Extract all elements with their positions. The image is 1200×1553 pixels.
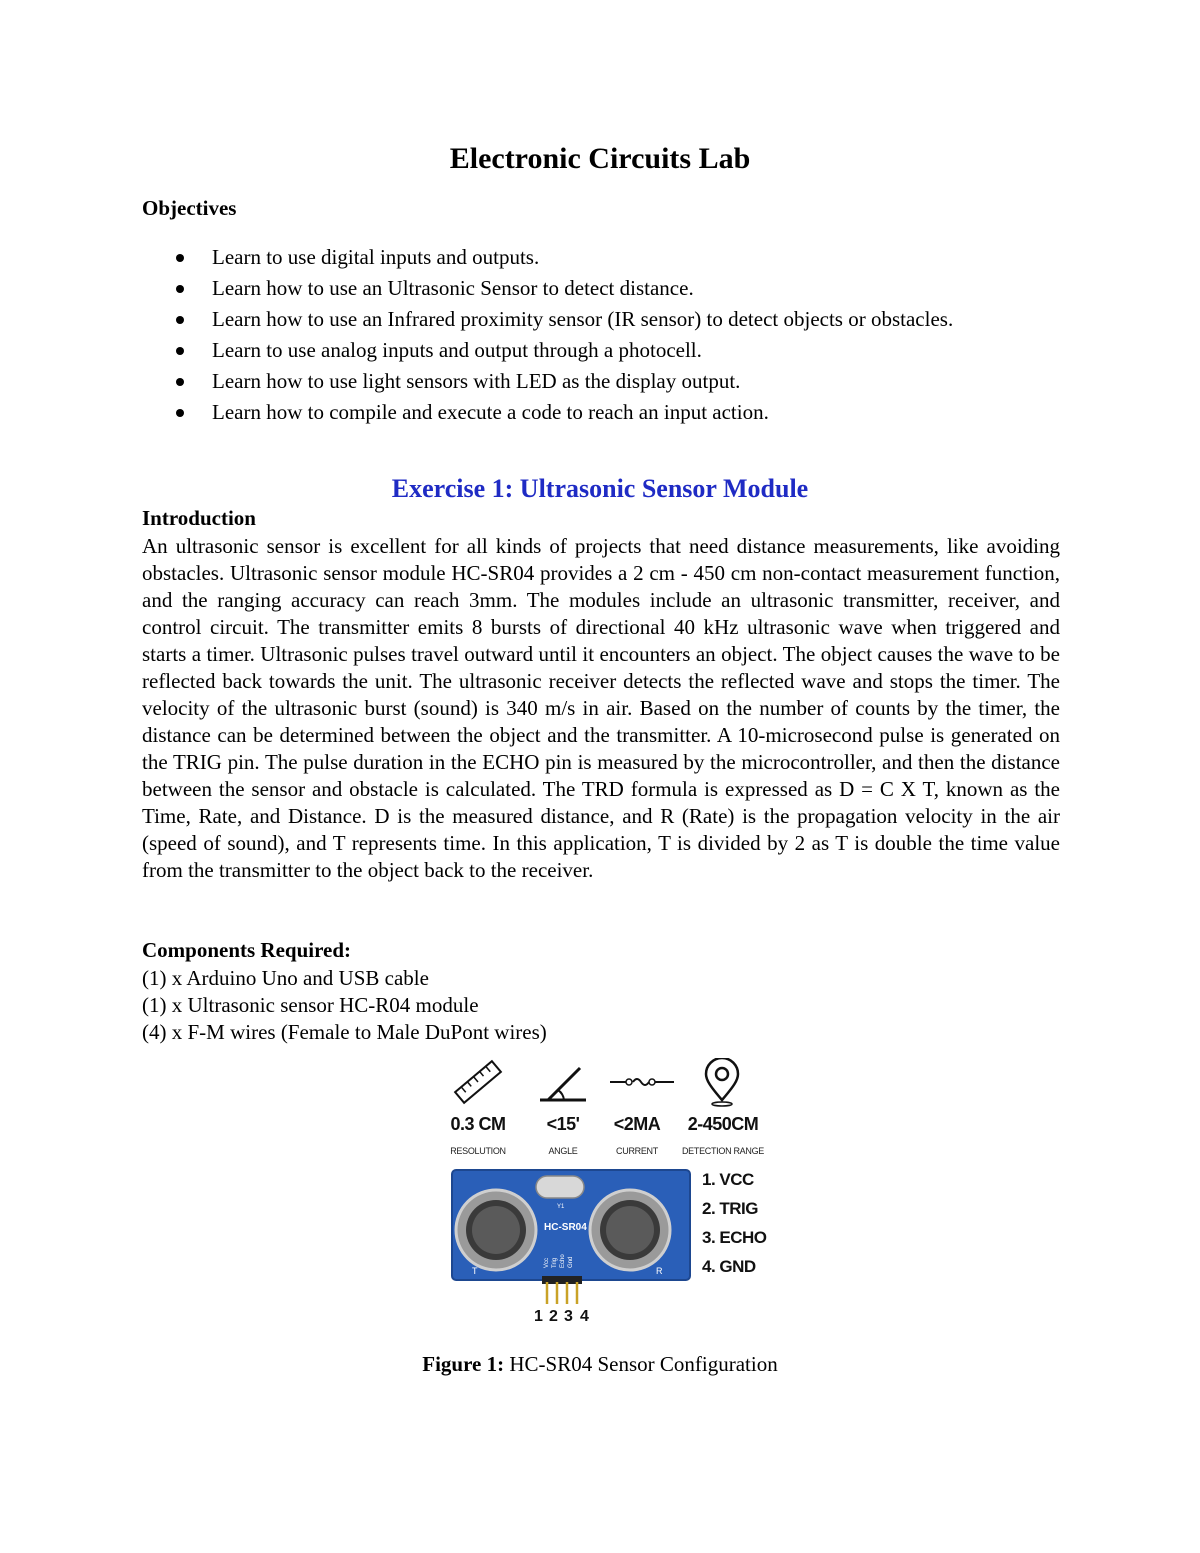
transmitter-transducer bbox=[456, 1190, 536, 1270]
spec-value: 0.3 CM bbox=[450, 1114, 506, 1134]
objectives-heading: Objectives bbox=[142, 196, 237, 220]
ruler-icon bbox=[455, 1061, 501, 1103]
header-pins bbox=[542, 1276, 582, 1304]
caption-text: HC-SR04 Sensor Configuration bbox=[504, 1352, 778, 1376]
location-pin-icon bbox=[706, 1058, 738, 1106]
spec-label: CURRENT bbox=[616, 1146, 658, 1156]
spec-label: DETECTION RANGE bbox=[681, 1146, 764, 1156]
spec-value: <2MA bbox=[613, 1114, 661, 1134]
bullet-icon bbox=[176, 316, 184, 324]
objective-text: Learn how to compile and execute a code to reach an input action. bbox=[212, 400, 769, 424]
receiver-mark: R bbox=[656, 1266, 663, 1276]
hc-sr04-figure bbox=[430, 1058, 770, 1330]
list-item: (4) x F-M wires (Female to Male DuPont wires) bbox=[142, 1020, 547, 1044]
board-pin-mark: Echo bbox=[560, 1254, 566, 1268]
objective-text: Learn how to use an Infrared proximity sensor (IR sensor) to detect objects or obstacles. bbox=[212, 307, 954, 331]
components-heading: Components Required: bbox=[142, 938, 352, 962]
board-pin-mark: Trig bbox=[552, 1257, 558, 1268]
pin-number: 2 bbox=[549, 1308, 558, 1325]
spec-label: RESOLUTION bbox=[450, 1146, 506, 1156]
pin-number: 3 bbox=[564, 1308, 573, 1325]
spec-value: <15' bbox=[546, 1114, 580, 1134]
spec-icons bbox=[430, 1058, 770, 1118]
list-item: (1) x Arduino Uno and USB cable bbox=[142, 966, 429, 990]
introduction-heading: Introduction bbox=[142, 506, 256, 530]
current-icon bbox=[610, 1079, 674, 1085]
bullet-icon bbox=[176, 409, 184, 417]
crystal-oscillator bbox=[536, 1176, 584, 1198]
objectives-list bbox=[172, 242, 1072, 428]
objective-text: Learn to use analog inputs and output through a photocell. bbox=[212, 338, 702, 362]
bullet-icon bbox=[176, 254, 184, 262]
pin-label: 1. VCC bbox=[702, 1170, 754, 1189]
bullet-icon bbox=[176, 347, 184, 355]
list-item bbox=[172, 304, 1072, 335]
bullet-icon bbox=[176, 378, 184, 386]
pin-number: 1 bbox=[534, 1308, 543, 1325]
list-item bbox=[172, 366, 1072, 397]
caption-label: Figure 1: bbox=[422, 1352, 505, 1376]
pin-label: 3. ECHO bbox=[702, 1228, 767, 1247]
list-item bbox=[172, 242, 1072, 273]
list-item bbox=[172, 397, 1072, 428]
pin-label: 2. TRIG bbox=[702, 1199, 759, 1218]
list-item bbox=[172, 335, 1072, 366]
list-item bbox=[172, 273, 1072, 304]
board-pin-mark: Vcc bbox=[544, 1257, 550, 1268]
objective-text: Learn how to use light sensors with LED as the display output. bbox=[212, 369, 741, 393]
list-item: (1) x Ultrasonic sensor HC-R04 module bbox=[142, 993, 479, 1017]
pin-label: 4. GND bbox=[702, 1257, 756, 1276]
angle-icon bbox=[540, 1068, 586, 1100]
objective-text: Learn how to use an Ultrasonic Sensor to detect distance. bbox=[212, 276, 694, 300]
page-title: Electronic Circuits Lab bbox=[449, 142, 751, 175]
figure-caption bbox=[0, 1352, 1200, 1377]
crystal-label: Y1 bbox=[557, 1204, 565, 1210]
transmitter-mark: T bbox=[472, 1266, 478, 1276]
bullet-icon bbox=[176, 285, 184, 293]
introduction-paragraph: An ultrasonic sensor is excellent for all kinds of projects that need distance measurements, like avoiding obstacles. Ultrasonic sensor module HC-SR04 provides a 2 cm - 450 cm non-contact measurement function, and the ranging accuracy can reach 3mm. The modules include an ultrasonic transmitter, receiver, and control circuit. The transmitter emits 8 bursts of directional 40 kHz ultrasonic wave when triggered and starts a timer. Ultrasonic pulses travel outward until it encounters an object. The object causes the wave to be reflected back towards the unit. The ultrasonic receiver detects the reflected wave and stops the timer. The velocity of the ultrasonic burst (sound) is 340 m/s in air. Based on the number of counts by the timer, the distance can be determined between the object and the transmitter. A 10-microsecond pulse is generated on the TRIG pin. The pulse duration in the ECHO pin is measured by the microcontroller, and then the distance between the sensor and obstacle is calculated. The TRD formula is expressed as D = C X T, known as the Time, Rate, and Distance. D is the measured distance, and R (Rate) is the propagation velocity in the air (speed of sound), and T represents time. In this application, T is divided by 2 as T is double the time value from the transmitter to the object back to the receiver. bbox=[142, 534, 1060, 882]
exercise-title: Exercise 1: Ultrasonic Sensor Module bbox=[391, 474, 809, 503]
spec-value: 2-450CM bbox=[687, 1114, 759, 1134]
board-pin-mark: Gnd bbox=[568, 1256, 574, 1268]
receiver-transducer bbox=[590, 1190, 670, 1270]
spec-label: ANGLE bbox=[548, 1146, 578, 1156]
sensor-board bbox=[430, 1166, 698, 1306]
board-model-label: HC-SR04 bbox=[544, 1222, 587, 1233]
pin-number: 4 bbox=[580, 1308, 589, 1325]
components-list bbox=[142, 965, 547, 1046]
objective-text: Learn to use digital inputs and outputs. bbox=[212, 245, 540, 269]
